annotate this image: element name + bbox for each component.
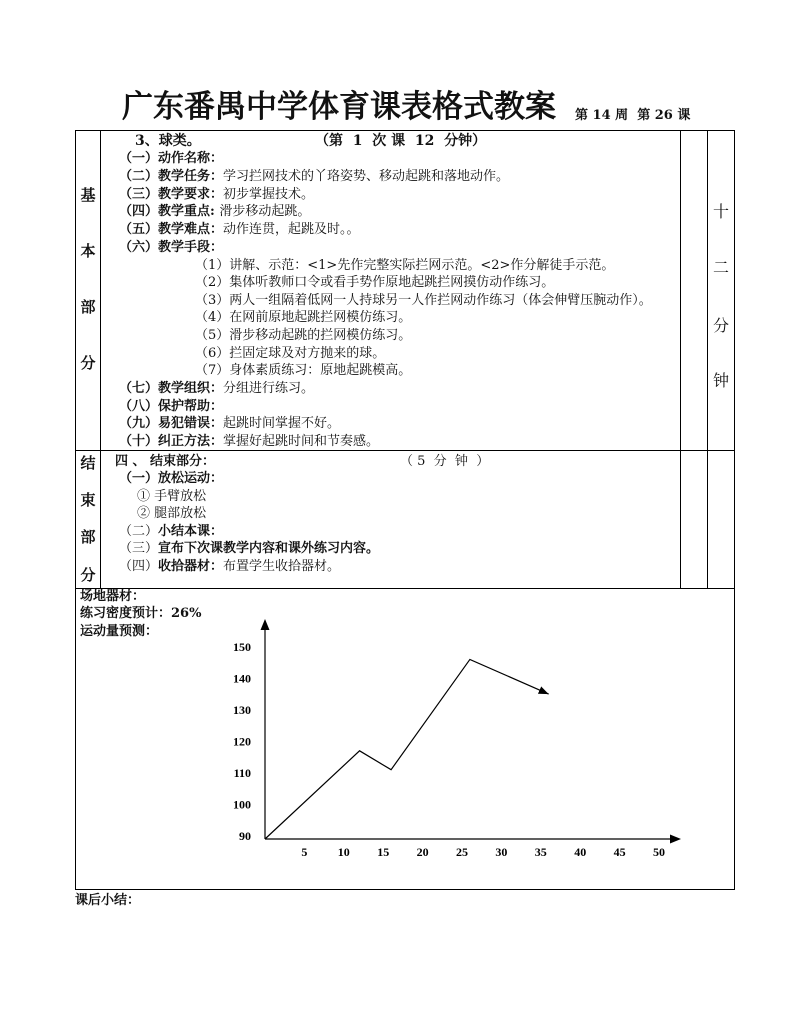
plan-item <box>119 416 340 432</box>
teaching-method: （4）在网前原地起跳拦网模仿练习。 <box>195 310 412 325</box>
teaching-method: （5）滑步移动起跳的拦网模仿练习。 <box>195 328 412 343</box>
x-axis-arrowhead <box>670 835 681 844</box>
item-text: 初步掌握技术。 <box>223 187 315 202</box>
relax-label: （一）放松运动： <box>119 471 224 486</box>
item-text: 学习拦网技术的丫珞姿势、移动起跳和落地动作。 <box>223 169 510 184</box>
row-divider-ending-venue <box>75 588 735 589</box>
item-label: 宣布下次课教学内容和课外练习内容。 <box>158 541 380 556</box>
ending-part-side-char: 束 <box>80 491 96 509</box>
basic-part-side-char: 分 <box>80 354 96 372</box>
series-line <box>265 659 549 839</box>
item-label: （二）教学任务： <box>119 169 224 184</box>
teaching-method: （6）拦固定球及对方抛来的球。 <box>195 346 386 361</box>
item-label: 小结本课： <box>158 524 224 539</box>
duration-char: 分 <box>712 316 729 335</box>
plan-item <box>119 381 314 397</box>
item-prefix: （三） <box>119 541 159 556</box>
item-label: （九）易犯错误： <box>119 416 224 431</box>
item-prefix: （二） <box>119 524 159 539</box>
relax-item: ① 手臂放松 <box>137 489 207 504</box>
item-label: （十）纠正方法： <box>119 434 224 449</box>
item-label: （三）教学要求： <box>119 187 224 202</box>
ending-item <box>119 559 340 575</box>
ending-part-side-char: 结 <box>80 454 96 472</box>
item-label: （七）教学组织： <box>119 381 224 396</box>
item-label: （四）教学重点: <box>119 204 220 219</box>
item-label: （八）保护帮助： <box>119 399 224 414</box>
y-tick-label: 150 <box>233 640 251 654</box>
item-text: 滑步移动起跳。 <box>219 204 311 219</box>
item-prefix: （四） <box>119 559 159 574</box>
item-text: 动作连贯，起跳及时。。 <box>223 222 360 237</box>
x-tick-label: 5 <box>301 845 308 859</box>
item-label: 收拾器材： <box>158 559 224 574</box>
basic-part-side-char: 本 <box>80 242 96 260</box>
ending-part-side-char: 部 <box>80 528 96 546</box>
y-tick-label: 100 <box>233 797 251 812</box>
row-divider-basic-ending <box>75 450 735 451</box>
x-tick-label: 50 <box>653 845 665 859</box>
item-text: 起跳时间掌握不好。 <box>223 416 341 431</box>
plan-item <box>119 434 379 450</box>
x-tick-label: 35 <box>534 845 547 859</box>
ending-heading: 四 、 结束部分： <box>115 454 216 469</box>
x-tick-label: 10 <box>337 845 350 859</box>
teaching-method: （2）集体听教师口令或看手势作原地起跳拦网摸仿动作练习。 <box>195 275 555 290</box>
y-tick-label: 90 <box>239 829 251 843</box>
equipment-label: 场地器材： <box>80 589 146 604</box>
ending-part-side-char: 分 <box>80 566 96 584</box>
item-text: 分组进行练习。 <box>223 381 315 396</box>
x-tick-label: 40 <box>574 845 587 859</box>
plan-item <box>119 204 310 220</box>
ending-item <box>119 524 223 540</box>
duration-char: 二 <box>712 258 729 277</box>
plan-item <box>119 169 509 185</box>
week-lesson-number: 第 14 周 第 26 课 <box>575 108 691 123</box>
y-tick-label: 140 <box>233 671 251 686</box>
plan-item <box>119 151 223 167</box>
plan-item <box>119 399 223 415</box>
duration-char: 钟 <box>712 371 729 390</box>
session-duration: （第 1 次 课 12 分钟） <box>315 133 487 149</box>
duration-char: 十 <box>712 202 729 221</box>
item-label: （一）动作名称： <box>119 151 224 166</box>
teaching-method: （1）讲解、示范：<1>先作完整实际拦网示范。<2>作分解徒手示范。 <box>195 258 615 273</box>
item-label: （六）教学手段： <box>119 240 224 255</box>
ending-item <box>119 541 379 557</box>
teaching-method: （3）两人一组隔着低网一人持球另一人作拦网动作练习（体会伸臂压腕动作）。 <box>195 293 652 308</box>
relax-item: ② 腿部放松 <box>137 506 207 521</box>
y-axis-arrowhead <box>261 619 270 630</box>
basic-part-side-char: 基 <box>80 186 96 204</box>
y-tick-label: 120 <box>233 734 251 749</box>
x-tick-label: 30 <box>495 845 508 859</box>
plan-item <box>119 222 360 238</box>
item-text: 布置学生收拾器材。 <box>223 559 341 574</box>
y-tick-label: 130 <box>233 703 251 717</box>
plan-item <box>119 240 223 256</box>
document-title: 广东番禺中学体育课表格式教案 <box>122 89 556 125</box>
basic-part-side-char: 部 <box>80 298 96 316</box>
x-tick-label: 15 <box>377 845 390 859</box>
x-tick-label: 25 <box>456 845 468 859</box>
item-text: 掌握好起跳时间和节奏感。 <box>223 434 380 449</box>
section-label-divider <box>100 130 101 588</box>
topic-heading: 3、球类。 <box>135 133 201 149</box>
ending-duration: （ 5 分 钟 ） <box>400 454 490 469</box>
teaching-method: （7）身体素质练习：原地起跳模高。 <box>195 363 412 378</box>
x-tick-label: 20 <box>416 845 429 859</box>
duration-column-divider <box>707 130 708 588</box>
content-right-divider <box>680 130 681 588</box>
exercise-load-chart <box>200 610 700 870</box>
y-tick-label: 110 <box>233 766 251 780</box>
plan-item <box>119 187 314 203</box>
item-label: （五）教学难点： <box>119 222 224 237</box>
after-class-summary-label: 课后小结： <box>75 893 141 908</box>
practice-density: 练习密度预计：26% <box>80 606 202 621</box>
load-prediction-label: 运动量预测： <box>80 624 159 639</box>
x-tick-label: 45 <box>613 845 626 859</box>
